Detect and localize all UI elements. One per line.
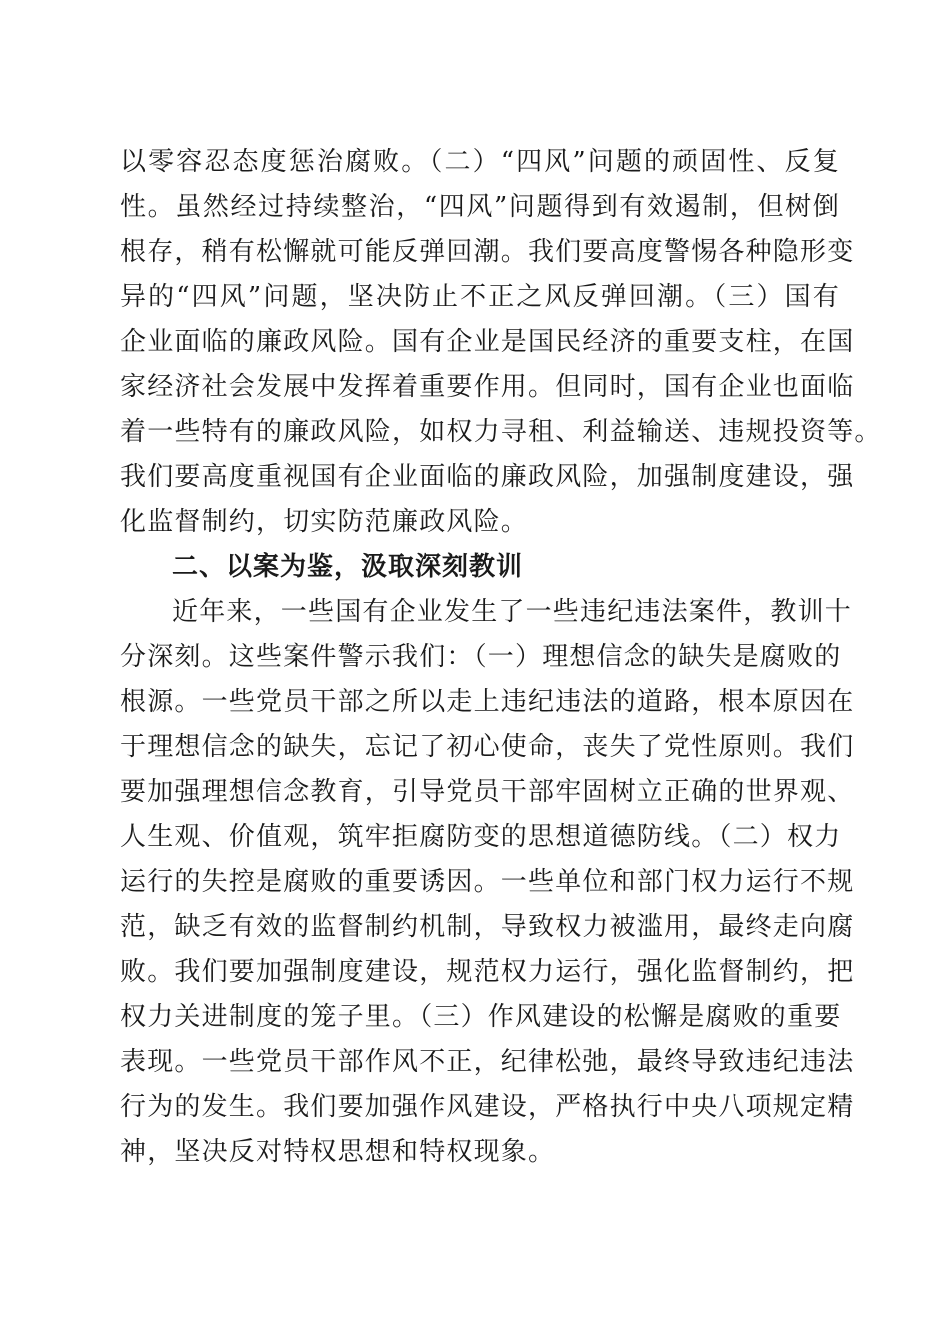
paragraph-line: 人生观、价值观，筑牢拒腐防变的思想道德防线。（二）权力: [120, 822, 842, 852]
paragraph-line: 运行的失控是腐败的重要诱因。一些单位和部门权力运行不规: [120, 867, 855, 897]
paragraph-line: 近年来，一些国有企业发生了一些违纪违法案件，教训十: [172, 597, 853, 627]
paragraph-line: 权力关进制度的笼子里。（三）作风建设的松懈是腐败的重要: [120, 1002, 842, 1032]
paragraph-line: 着一些特有的廉政风险，如权力寻租、利益输送、违规投资等。: [120, 417, 882, 447]
paragraph-line: 以零容忍态度惩治腐败。（二）“四风”问题的顽固性、反复: [120, 147, 840, 177]
paragraph-line: 范，缺乏有效的监督制约机制，导致权力被滥用，最终走向腐: [120, 912, 855, 942]
paragraph-line: 化监督制约，切实防范廉政风险。: [120, 507, 529, 537]
paragraph-line: 性。虽然经过持续整治，“四风”问题得到有效遏制，但树倒: [120, 192, 840, 222]
paragraph-line: 表现。一些党员干部作风不正，纪律松弛，最终导致违纪违法: [120, 1047, 855, 1077]
paragraph-line: 企业面临的廉政风险。国有企业是国民经济的重要支柱，在国: [120, 327, 855, 357]
paragraph-line: 根源。一些党员干部之所以走上违纪违法的道路，根本原因在: [120, 687, 855, 717]
paragraph-line: 分深刻。这些案件警示我们：（一）理想信念的缺失是腐败的: [120, 642, 842, 672]
paragraph-line: 行为的发生。我们要加强作风建设，严格执行中央八项规定精: [120, 1092, 855, 1122]
paragraph-line: 于理想信念的缺失，忘记了初心使命，丧失了党性原则。我们: [120, 732, 855, 762]
paragraph-line: 异的“四风”问题，坚决防止不正之风反弹回潮。（三）国有: [120, 282, 840, 312]
paragraph-line: 神，坚决反对特权思想和特权现象。: [120, 1137, 556, 1167]
paragraph-line: 我们要高度重视国有企业面临的廉政风险，加强制度建设，强: [120, 462, 855, 492]
paragraph-line: 败。我们要加强制度建设，规范权力运行，强化监督制约，把: [120, 957, 855, 987]
paragraph-line: 根存，稍有松懈就可能反弹回潮。我们要高度警惕各种隐形变: [120, 237, 855, 267]
paragraph-line: 家经济社会发展中发挥着重要作用。但同时，国有企业也面临: [120, 372, 855, 402]
paragraph-line: 要加强理想信念教育，引导党员干部牢固树立正确的世界观、: [120, 777, 855, 807]
section-heading: 二、以案为鉴，汲取深刻教训: [172, 552, 524, 582]
